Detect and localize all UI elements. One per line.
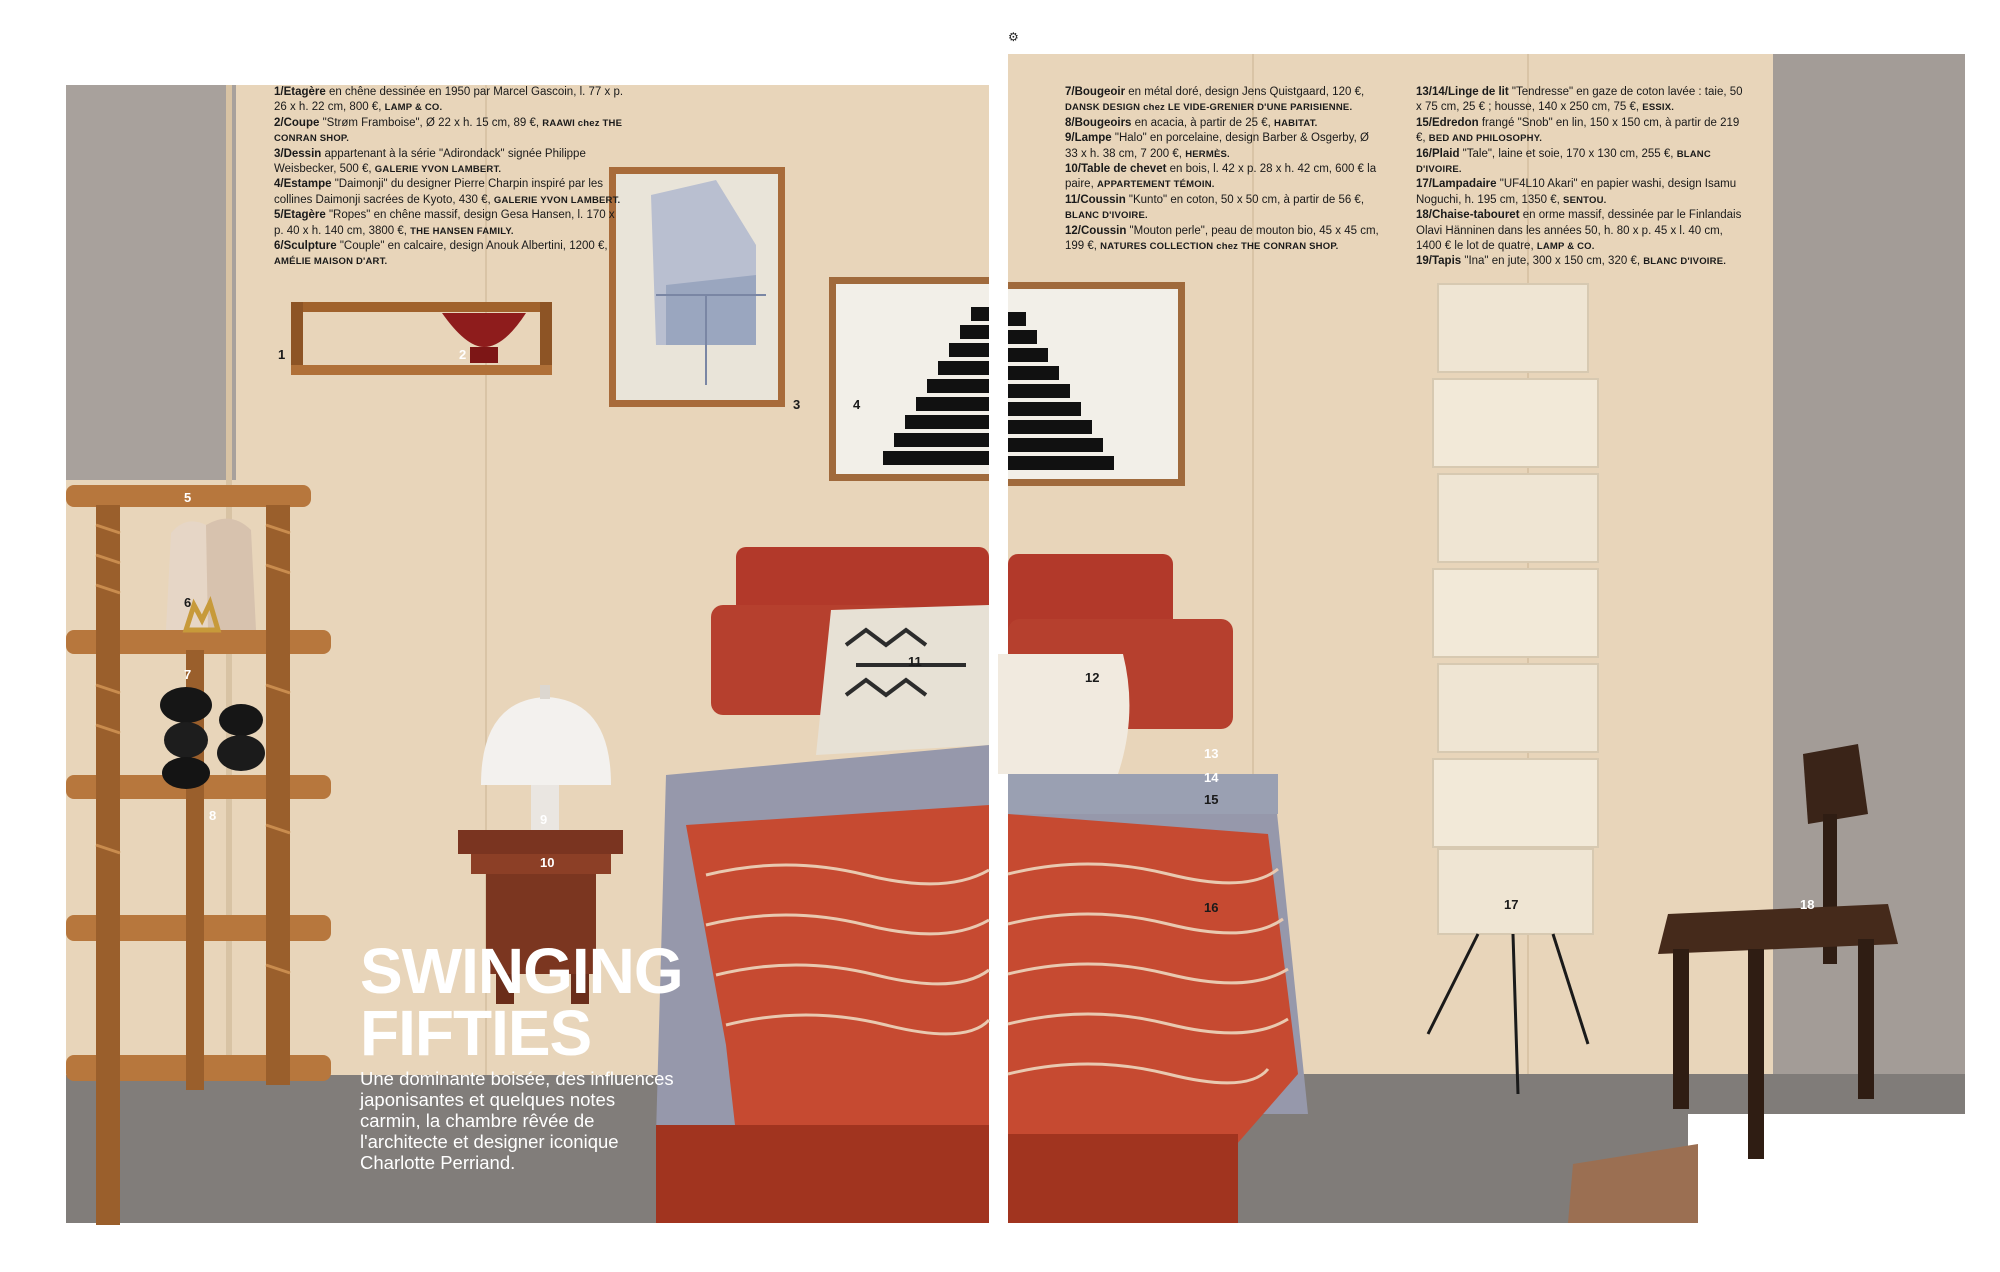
- marker-5: 5: [184, 490, 192, 505]
- credit-item: 17/Lampadaire "UF4L10 Akari" en papier washi, design Isamu Noguchi, h. 195 cm, 1350 €, SENTOU.: [1416, 178, 1737, 206]
- credit-item: 18/Chaise-tabouret en orme massif, dessinée par le Finlandais Olavi Hänninen dans les années 50, h. 80 x p. 45 x l. 40 cm, 1400 € le lot de quatre, LAMP & CO.: [1416, 209, 1742, 253]
- credits-right-col-2: [1416, 85, 1746, 270]
- daimonji-print-right-half: [1008, 282, 1185, 486]
- credit-item: 2/Coupe "Strøm Framboise", Ø 22 x h. 15 cm, 89 €, RAAWI chez THE CONRAN SHOP.: [274, 116, 623, 145]
- credits-right-col-1: [1065, 85, 1383, 254]
- marker-15: 15: [1204, 792, 1219, 807]
- credit-item: 16/Plaid "Tale", laine et soie, 170 x 130 cm, 255 €, BLANC D'IVOIRE.: [1416, 147, 1711, 176]
- right-page-photo: [908, 30, 1965, 1223]
- marker-11: 11: [908, 654, 922, 669]
- credit-item: 1/Etagère en chêne dessinée en 1950 par Marcel Gascoin, l. 77 x p. 26 x h. 22 cm, 800 €, LAMP & CO.: [274, 86, 624, 114]
- marker-9: 9: [540, 812, 548, 827]
- marker-6: 6: [184, 595, 192, 610]
- marker-14: 14: [1204, 770, 1219, 785]
- page-corner-mark: ⚙: [1008, 30, 1019, 44]
- credit-item: 9/Lampe "Halo" en porcelaine, design Barber & Osgerby, Ø 33 x h. 38 cm, 7 200 €, HERMÈS.: [1065, 132, 1369, 160]
- credit-item: 7/Bougeoir en métal doré, design Jens Quistgaard, 120 €, DANSK DESIGN chez LE VIDE-GRENIER D'UNE PARISIENNE.: [1065, 86, 1365, 114]
- credit-item: 19/Tapis "Ina" en jute, 300 x 150 cm, 320 €, BLANC D'IVOIRE.: [1416, 255, 1727, 268]
- standfirst: Une dominante boisée, des influences japonisantes et quelques notes carmin, la chambre rêvée de l'architecte et designer iconique Charlotte Perriand.: [360, 1068, 674, 1173]
- framed-drawing: [609, 167, 785, 407]
- credit-item: 15/Edredon frangé "Snob" en lin, 150 x 150 cm, à partir de 219 €, BED AND PHILOSOPHY.: [1416, 116, 1740, 145]
- marker-4: 4: [853, 397, 861, 412]
- marker-16: 16: [1204, 900, 1219, 915]
- credit-item: 3/Dessin appartenant à la série "Adirondack" signée Philippe Weisbecker, 500 €, GALERIE YVON LAMBERT.: [274, 147, 586, 176]
- credit-item: 5/Etagère "Ropes" en chêne massif, design Gesa Hansen, l. 170 x p. 40 x h. 140 cm, 3800 €, THE HANSEN FAMILY.: [274, 209, 615, 237]
- marker-13: 13: [1204, 746, 1219, 761]
- marker-12: 12: [1085, 670, 1100, 685]
- headline: [360, 935, 683, 1069]
- credits-left: [274, 85, 624, 270]
- marker-1: 1: [278, 347, 286, 362]
- credit-item: 12/Coussin "Mouton perle", peau de mouton bio, 45 x 45 cm, 199 €, NATURES COLLECTION chez THE CONRAN SHOP.: [1065, 224, 1379, 253]
- credit-item: 4/Estampe "Daimonji" du designer Pierre Charpin inspiré par les collines Daimonji sacrées de Kyoto, 430 €, GALERIE YVON LAMBERT.: [274, 178, 621, 206]
- headline-line-1: SWINGING: [360, 935, 683, 1007]
- marker-3: 3: [793, 397, 801, 412]
- marker-2: 2: [459, 347, 467, 362]
- marker-7: 7: [184, 667, 192, 682]
- marker-8: 8: [209, 808, 217, 823]
- credit-item: 10/Table de chevet en bois, l. 42 x p. 28 x h. 42 cm, 600 € la paire, APPARTEMENT TÉMOIN.: [1065, 163, 1377, 191]
- credit-item: 11/Coussin "Kunto" en coton, 50 x 50 cm, à partir de 56 €, BLANC D'IVOIRE.: [1065, 193, 1365, 222]
- headline-line-2: FIFTIES: [360, 997, 592, 1069]
- marker-18: 18: [1800, 897, 1815, 912]
- marker-17: 17: [1504, 897, 1519, 912]
- credit-item: 13/14/Linge de lit "Tendresse" en gaze de coton lavée : taie, 50 x 75 cm, 25 € ; housse, 140 x 250 cm, 75 €, ESSIX.: [1416, 86, 1743, 114]
- daimonji-print-left-half: [829, 277, 989, 481]
- credit-item: 6/Sculpture "Couple" en calcaire, design Anouk Albertini, 1200 €, AMÉLIE MAISON D'ART.: [274, 240, 608, 268]
- marker-10: 10: [540, 855, 555, 870]
- credit-item: 8/Bougeoirs en acacia, à partir de 25 €, HABITAT.: [1065, 116, 1318, 129]
